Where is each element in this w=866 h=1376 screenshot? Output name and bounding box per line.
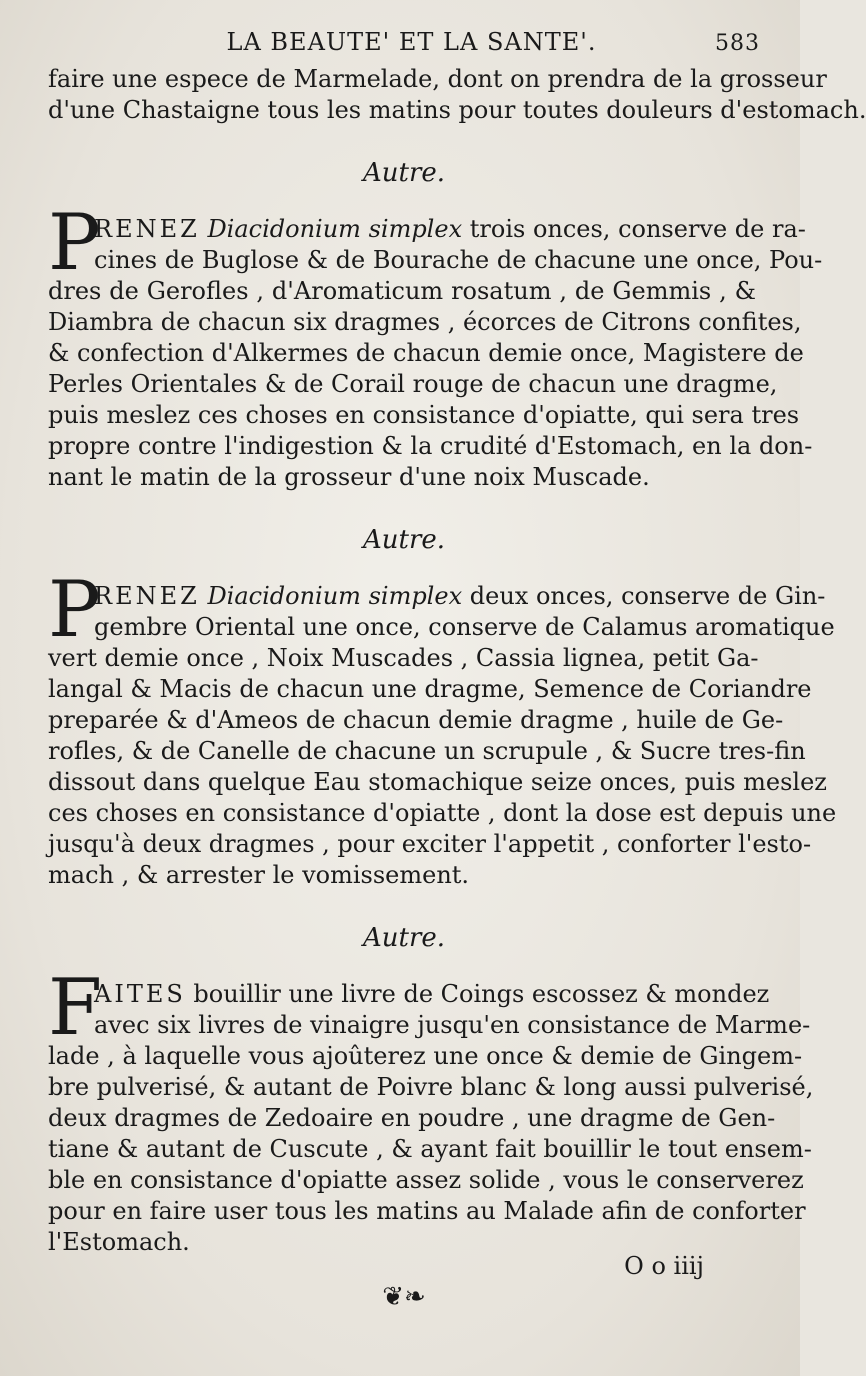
- page-number: 583: [715, 31, 760, 56]
- lead-word: RENEZ: [94, 215, 200, 243]
- text-line: ble en consistance d'opiatte assez solide , vous le conserverez: [48, 1166, 804, 1194]
- text-line: [48, 979, 770, 1010]
- lead-word: RENEZ: [94, 582, 200, 610]
- italic-term: Diacidonium simplex: [207, 215, 463, 243]
- text-line: vert demie once , Noix Muscades , Cassia lignea, petit Ga-: [48, 644, 759, 672]
- section-heading: Autre.: [362, 923, 446, 953]
- text-line: dres de Gerofles , d'Aromaticum rosatum , de Gemmis , &: [48, 277, 756, 305]
- text-line: lade , à laquelle vous ajoûterez une once & demie de Gingem-: [48, 1042, 803, 1070]
- lead-word: AITES: [94, 980, 186, 1008]
- recipe-paragraph: [48, 963, 814, 1258]
- running-title: LA BEAUTE' ET LA SANTE'.: [226, 28, 597, 56]
- text-line: Perles Orientales & de Corail rouge de chacun une dragme,: [48, 370, 778, 398]
- text-line: [48, 214, 806, 245]
- text-line: pour en faire user tous les matins au Malade afin de conforter: [48, 1197, 806, 1225]
- fleuron-ornament: ❦❧: [382, 1282, 426, 1312]
- text-line: puis meslez ces choses en consistance d'opiatte, qui sera tres: [48, 401, 800, 429]
- text-line: mach , & arrester le vomissement.: [48, 861, 470, 889]
- recipe-paragraph: [48, 565, 837, 891]
- recipe-paragraph: [48, 198, 823, 493]
- text-line: preparée & d'Ameos de chacun demie dragme , huile de Ge-: [48, 706, 784, 734]
- text-line: l'Estomach.: [48, 1228, 190, 1256]
- line-rest: deux onces, conserve de Gin-: [469, 582, 826, 610]
- drop-cap: P: [48, 198, 101, 288]
- italic-term: Diacidonium simplex: [207, 582, 463, 610]
- text-line: nant le matin de la grosseur d'une noix Muscade.: [48, 463, 650, 491]
- text-line: tiane & autant de Cuscute , & ayant fait bouillir le tout ensem-: [48, 1135, 812, 1163]
- text-line: propre contre l'indigestion & la crudité d'Estomach, en la don-: [48, 432, 813, 460]
- text-line: jusqu'à deux dragmes , pour exciter l'appetit , conforter l'esto-: [48, 830, 812, 858]
- text-line: bre pulverisé, & autant de Poivre blanc & long aussi pulverisé,: [48, 1073, 814, 1101]
- section-heading: Autre.: [362, 525, 446, 555]
- line-rest: bouillir une livre de Coings escossez & mondez: [193, 980, 770, 1008]
- text-line: langal & Macis de chacun une dragme, Semence de Coriandre: [48, 675, 812, 703]
- text-line: Diambra de chacun six dragmes , écorces de Citrons confites,: [48, 308, 802, 336]
- text-line: deux dragmes de Zedoaire en poudre , une dragme de Gen-: [48, 1104, 776, 1132]
- text-line: faire une espece de Marmelade, dont on prendra de la grosseur: [48, 65, 827, 93]
- signature-mark: O o iiij: [624, 1252, 704, 1280]
- text-line: [48, 581, 826, 612]
- text-line: d'une Chastaigne tous les matins pour toutes douleurs d'estomach.: [48, 96, 866, 124]
- running-header: [48, 28, 760, 64]
- line-rest: trois onces, conserve de ra-: [469, 215, 806, 243]
- text-line: rofles, & de Canelle de chacune un scrupule , & Sucre tres-fin: [48, 737, 806, 765]
- drop-cap: P: [48, 565, 101, 655]
- drop-cap: F: [48, 963, 103, 1053]
- intro-text: [48, 64, 866, 126]
- text-line: & confection d'Alkermes de chacun demie once, Magistere de: [48, 339, 804, 367]
- text-line: cines de Buglose & de Bourache de chacune une once, Pou-: [94, 246, 823, 274]
- text-line: dissout dans quelque Eau stomachique seize onces, puis meslez: [48, 768, 827, 796]
- section-heading: Autre.: [362, 158, 446, 188]
- text-line: avec six livres de vinaigre jusqu'en consistance de Marme-: [94, 1011, 811, 1039]
- text-line: gembre Oriental une once, conserve de Calamus aromatique: [94, 613, 835, 641]
- text-line: ces choses en consistance d'opiatte , dont la dose est depuis une: [48, 799, 837, 827]
